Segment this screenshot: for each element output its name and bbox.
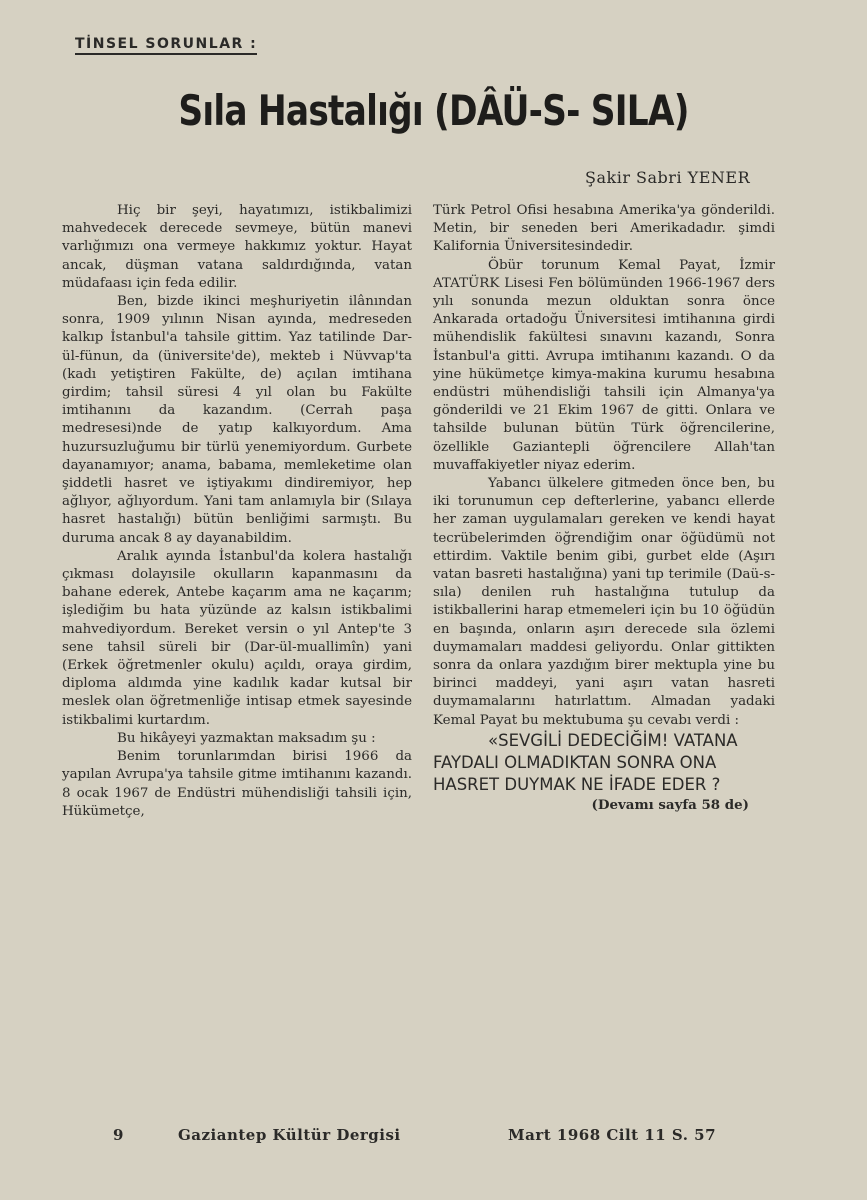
article-author: Şakir Sabri YENER [585,168,751,187]
paragraph: Aralık ayında İstanbul'da kolera hastalığı çıkması dolayısile okulların kapanmasını da bahane ederek, Antebe kaçarım ama ne kaçarım; işlediğim bu hata yüzünde az kalsın istikbalimi mahvediyordum. Bereket versin o yıl Antep'te 3 sene tahsil süreli bir (Dar-ül-muallimîn) yani (Erkek öğretmenler okulu) açıldı, oraya girdim, diploma aldımda yine kadılık kadar kutsal bir meslek olan öğretmenliğe intisap etmek sayesinde istikbalimi kurtardım. [62,548,412,728]
left-column [62,202,412,821]
paragraph: Türk Petrol Ofisi hesabına Amerika'ya gönderildi. Metin, bir seneden beri Amerikadadır. şimdi Kalifornia Üniversitesindedir. [433,203,775,255]
page-number: 9 [113,1126,124,1144]
paragraph: Bu hikâyeyi yazmaktan maksadım şu : [117,730,376,746]
paragraph: Benim torunlarımdan birisi 1966 da yapılan Avrupa'ya tahsile gitme imtihanını kazandı. 8 ocak 1967 de Endüstri mühendisliği tahsili için, Hükümetçe, [62,749,412,819]
issue-info: Mart 1968 Cilt 11 S. 57 [508,1126,717,1144]
section-header: TİNSEL SORUNLAR : [75,36,257,55]
paragraph: Hiç bir şeyi, hayatımızı, istikbalimizi mahvedecek derecede sevmeye, bütün manevi varlığımızı ona vermeye hakkımız yoktur. Hayat ancak, düşman vatana saldırdığında, vatan müdafaası için feda edilir. [62,203,412,291]
paragraph: Öbür torunum Kemal Payat, İzmir ATATÜRK Lisesi Fen bölümünden 1966-1967 ders yılı sonunda mezun olduktan sonra önce Ankarada ortadoğu Üniversitesi imtihanına girdi mühendislik fakültesi sınavını kazandı, Sonra İstanbul'a gitti. Avrupa imtihanını kazandı. O da yine hükümetçe kimya-makina kurumu hesabına endüstri mühendisliği tahsili için Almanya'ya gönderildi ve 21 Ekim 1967 de gitti. Onlara ve tahsilde bulunan bütün Türk öğrencilerine, özellikle Gaziantepli öğrencilere Allah'tan muvaffakiyetler niyaz ederim. [433,257,775,473]
right-column [433,202,775,814]
paragraph: Ben, bizde ikinci meşhuriyetin ilânından sonra, 1909 yılının Nisan ayında, medreseden kalkıp İstanbul'a tahsile gittim. Yaz tatilinde Dar-ül-fünun, da (üniversite'de), mekteb i Nüvvap'ta (kadı yetiştiren Fakülte, de) açılan imtihana girdim; tahsil süresi 4 yıl olan bu Fakülte imtihanını da kazandım. (Cerrah paşa medresesi)nde de yatıp kalkıyordum. Ama huzursuzluğumu bir türlü yenemiyordum. Gurbete dayanamıyor; anama, babama, memleketime olan şiddetli hasret ve iştiyakımı dindiremiyor, hep ağlıyor, ağlıyordum. Yani tam anlamıyla bir (Sılaya hasret hastalığı) bütün benliğimi sarmıştı. Bu duruma ancak 8 ay dayanabildim. [62,294,412,546]
continued-note: (Devamı sayfa 58 de) [591,796,749,813]
quoted-reply: «SEVGİLİ DEDECİĞİM! VATANA FAYDALI OLMADIKTAN SONRA ONA HASRET DUYMAK NE İFADE EDER ? [433,730,738,794]
paragraph: Yabancı ülkelere gitmeden önce ben, bu iki torunumun cep defterlerine, yabancı ellerde her zaman uygulamaları gereken ve kendi hayat tecrübelerimden öğrendiğim onar öğüdümü not ettirdim. Vaktile benim gibi, gurbet elde (Aşırı vatan basreti hastalığına) yani tıp terimile (Daü-s-sıla) denilen ruh hastalığına tutulup da istikballerini harap etmemeleri için bu 10 öğüdün en başında, onların aşırı derecede sıla özlemi duymamaları maddesi geliyordu. Onlar gittikten sonra da onlara yazdığım birer mektupla yine bu birinci maddeyi, yani aşırı vatan hasreti duymamalarını hatırlattım. Almadan yadaki Kemal Payat bu mektubuma şu cevabı verdi : [433,476,775,728]
article-title: Sıla Hastalığı (DÂÜ-S- SILA) [178,86,689,135]
magazine-name: Gaziantep Kültür Dergisi [178,1126,401,1144]
